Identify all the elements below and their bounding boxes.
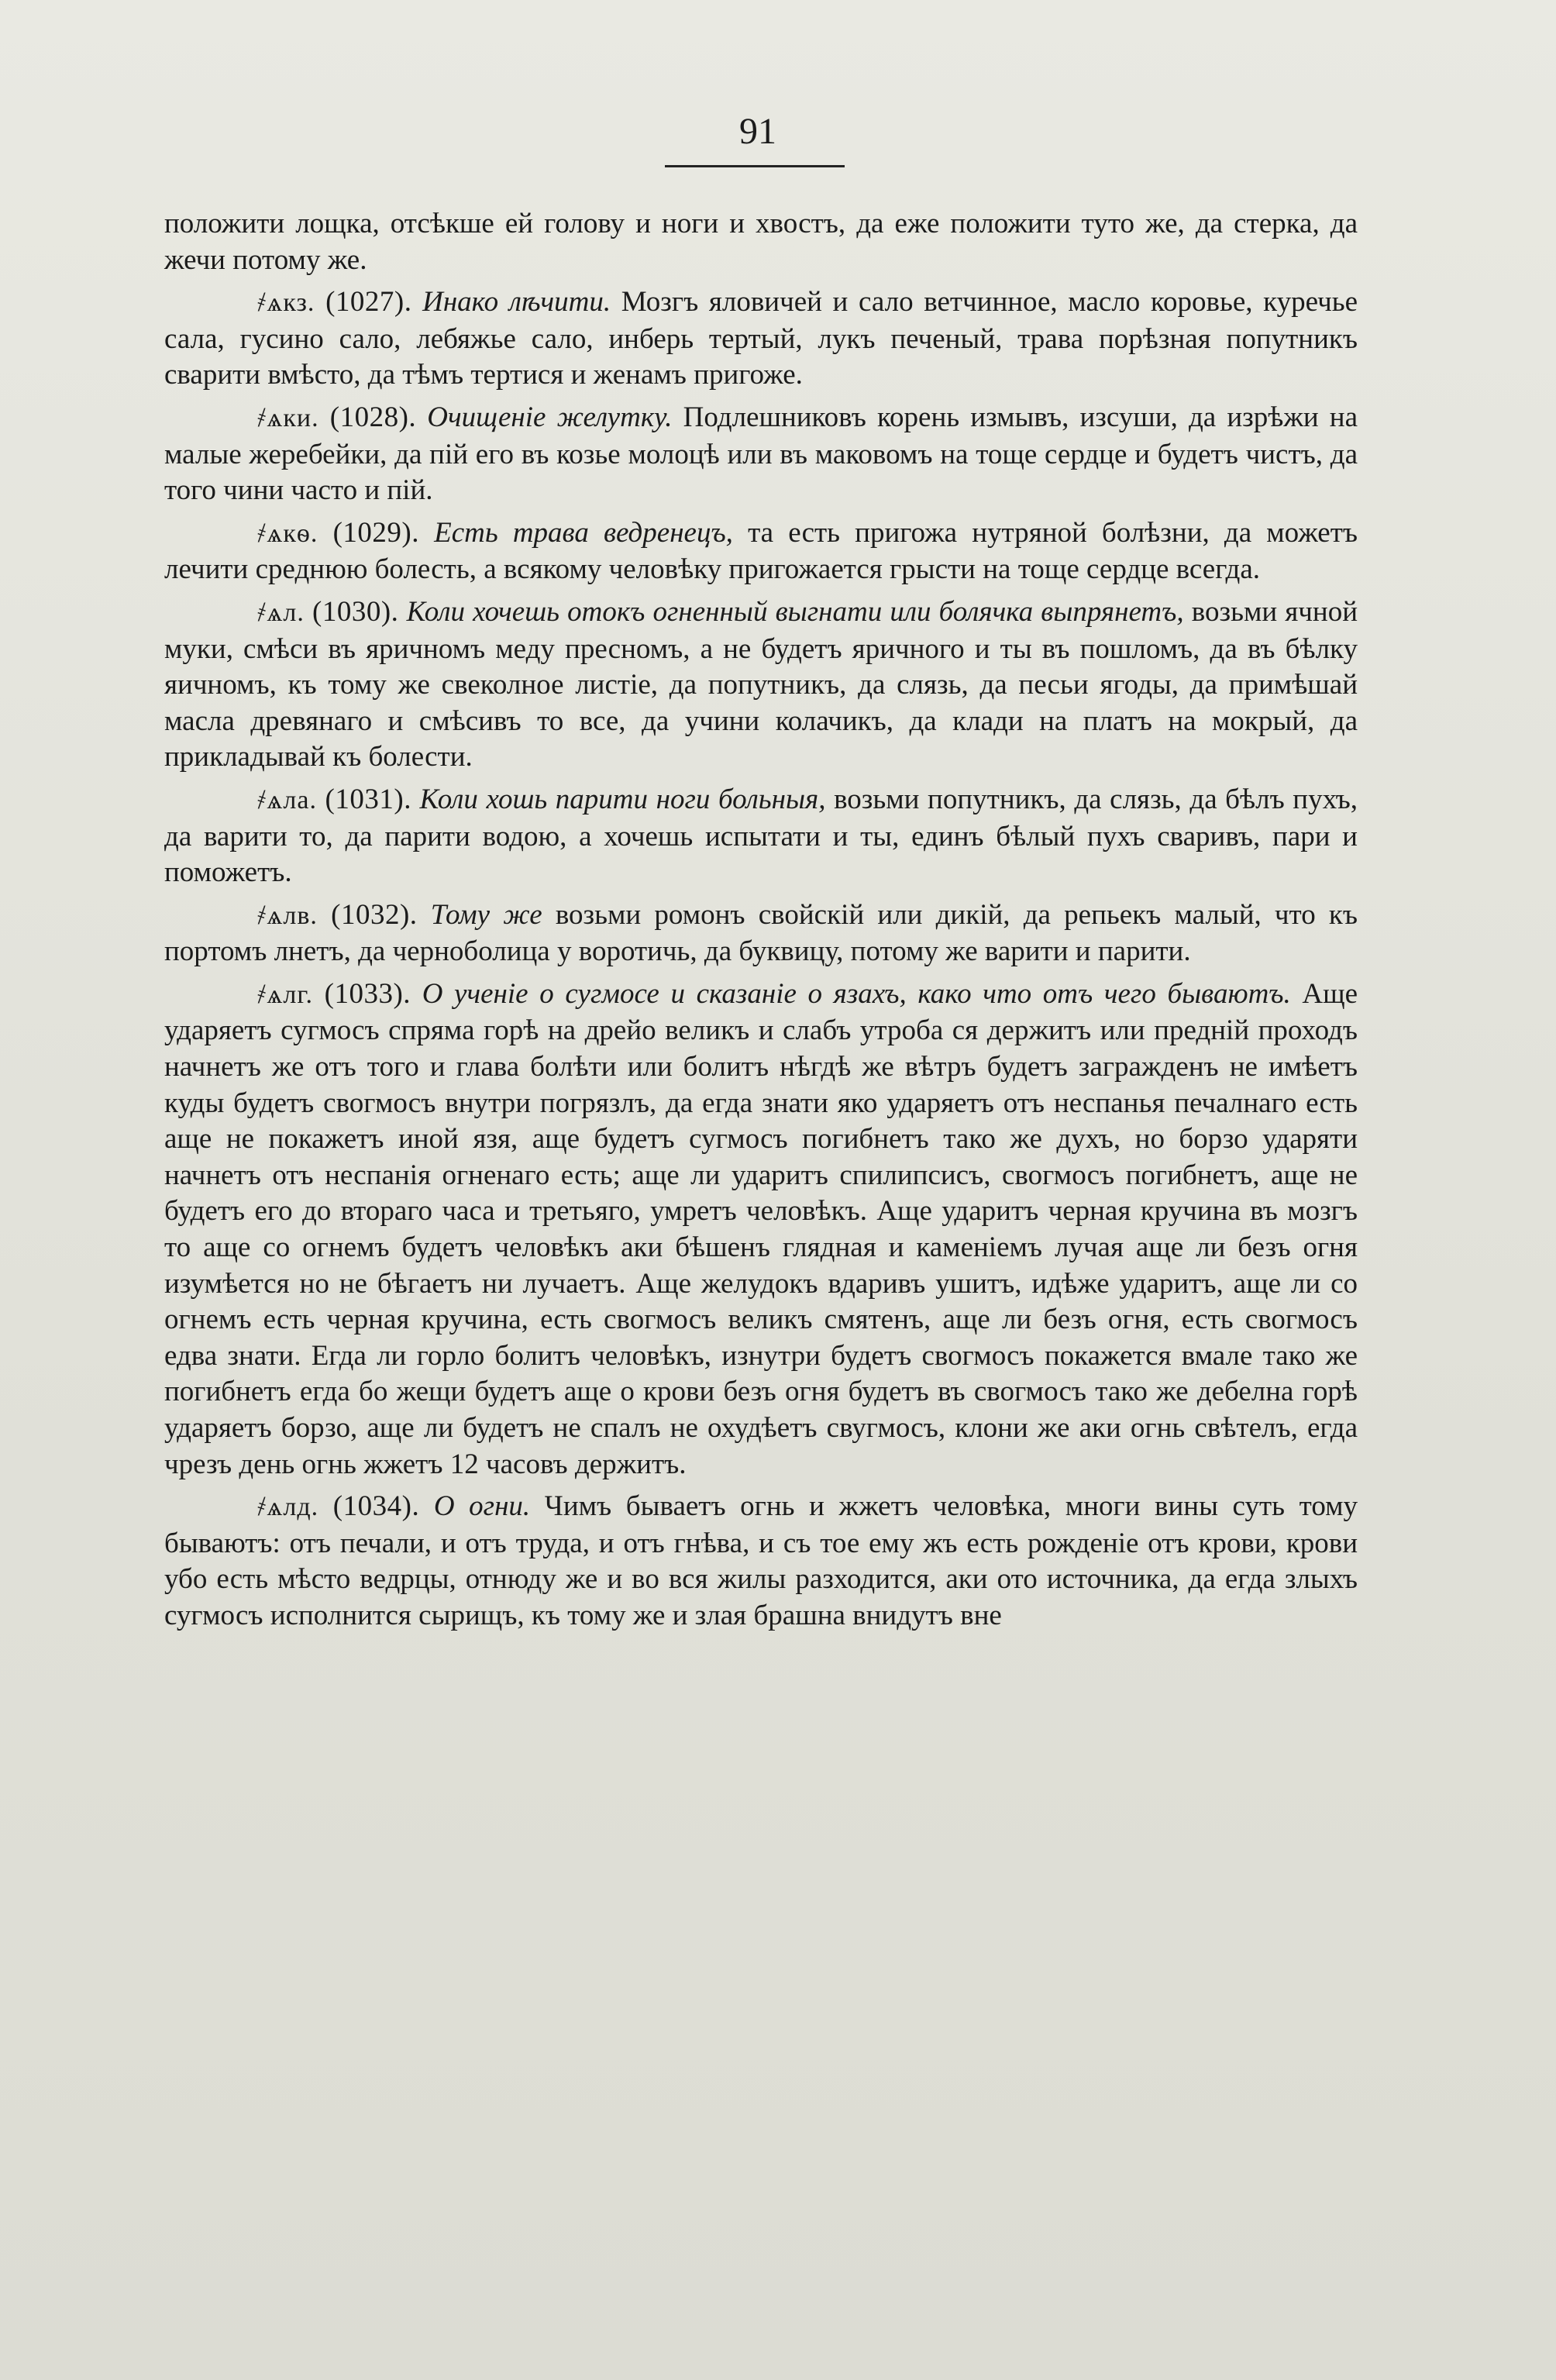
entry-reference: (1027). xyxy=(325,286,412,319)
entry-number: ҂ѧлг. xyxy=(257,980,313,1009)
body-text xyxy=(164,206,1358,1641)
entry-title: О огни. xyxy=(433,1490,531,1523)
entry-1033 xyxy=(164,976,1358,1483)
entry-1032 xyxy=(164,897,1358,970)
entry-text: Мозгъ яловичей и сало ветчинное, масло коровье, куречье сала, гусино сало, лебяжье сало, инберь тертый, лукъ печеный, трава порѣзная попутникъ сварити вмѣсто, да тѣмъ тертися и женамъ пригоже. xyxy=(164,286,1358,391)
entry-text: возьми попутникъ, да слязь, да бѣлъ пухъ, да варити то, да парити водою, а хочешь испытати и ты, единъ бѣлый пухъ сваривъ, пари и поможетъ. xyxy=(164,783,1358,889)
entry-number: ҂ѧлв. xyxy=(257,901,318,930)
entry-title: Есть трава ведренецъ, xyxy=(434,516,733,549)
entry-number: ҂ѧла. xyxy=(257,785,317,815)
entry-text: Чимъ бываетъ огнь и жжетъ человѣка, многи вины суть тому бываютъ: отъ печали, и отъ труда, и отъ гнѣва, и съ тое ему жъ есть рожденіе отъ крови, крови убо есть мѣсто ведрцы, отнюду же и во вся жилы разходится, аки ото источника, да егда злыхъ сугмосъ исполнится сырищъ, къ тому же и злая брашна внидутъ вне xyxy=(164,1490,1358,1631)
entry-1031 xyxy=(164,782,1358,891)
entry-title: Инако лѣчити. xyxy=(422,286,611,319)
entry-1029 xyxy=(164,515,1358,588)
entry-number: ҂ѧки. xyxy=(257,403,319,432)
entry-title: О ученіе о сугмосе и сказаніе о язахъ, како что отъ чего бываютъ. xyxy=(422,977,1291,1010)
entry-text: возьми ромонъ свойскій или дикій, да репьекъ малый, что къ портомъ лнетъ, да черноболица у воротичь, да буквицу, потому же варити и парити. xyxy=(164,898,1358,968)
continued-paragraph: положити лощка, отсѣкше ей голову и ноги и хвостъ, да еже положити туто же, да стерка, да жечи потому же. xyxy=(164,208,1358,276)
entry-text: Аще ударяетъ сугмосъ спряма горѣ на дрейо великъ и слабъ утроба ся держитъ или предній проходъ начнетъ же отъ того и глава болѣти или болитъ нѣгдѣ же вѣтръ будетъ загражденъ не имѣетъ куды будетъ свогмосъ внутри погрязлъ, да егда знати яко ударяетъ отъ неспанья печалнаго есть аще не покажетъ иной язя, аще будетъ сугмосъ погибнетъ тако же духъ, но борзо ударяти начнетъ отъ неспанія огненаго есть; аще ли ударитъ спилипсисъ, свогмосъ погибнетъ, аще не будетъ его до втораго часа и третьяго, умретъ человѣкъ. Аще ударитъ черная кручина въ мозгъ то аще со огнемъ будетъ человѣкъ аки бѣшенъ глядная и каменіемъ лучая аще ли безъ огня изумѣется но не бѣгаетъ ни лучаетъ. Аще желудокъ вдаривъ ушитъ, идѣже ударитъ, аще ли со огнемъ есть черная кручина, есть свогмосъ великъ смятенъ, аще ли безъ огня, есть свогмосъ едва знати. Егда ли горло болитъ человѣкъ, изнутри будетъ свогмосъ покажется вмале тако же погибнетъ егда бо жещи будетъ аще о крови безъ огня будетъ въ свогмосъ тако же дебелна горѣ ударяетъ борзо, аще ли будетъ не спалъ не охудѣетъ свугмосъ, клони же аки огнь свѣтелъ, егда чрезъ день огнь жжетъ 12 часовъ держитъ. xyxy=(164,977,1358,1480)
entry-reference: (1032). xyxy=(331,898,418,931)
entry-number: ҂ѧкѳ. xyxy=(257,518,318,548)
entry-number: ҂ѧл. xyxy=(257,598,305,627)
entry-text: возьми ячной муки, смѣси въ яричномъ меду пресномъ, а не будетъ яричного и ты въ пошломъ, да въ бѣлку яичномъ, къ тому же свеколное листіе, да попутникъ, да слязь, да песьи ягоды, да примѣшай масла древянаго и смѣсивъ то все, да учини колачикъ, да клади на платъ на мокрый, да прикладывай къ болести. xyxy=(164,595,1358,773)
entry-title: Коли хочешь отокъ огненный выгнати или болячка выпрянетъ, xyxy=(406,595,1184,628)
entry-1030 xyxy=(164,594,1358,776)
entry-reference: (1028). xyxy=(329,401,417,433)
entry-reference: (1030). xyxy=(312,595,399,628)
entry-title: Коли хошь парити ноги больныя, xyxy=(419,783,826,815)
entry-1028 xyxy=(164,400,1358,509)
entry-number: ҂ѧлд. xyxy=(257,1493,319,1522)
entry-text: та есть пригожа нутряной болѣзни, да можетъ лечити среднюю болесть, а всякому человѣку пригожается грысти на тоще сердце всегда. xyxy=(164,516,1358,586)
page-number: 91 xyxy=(739,111,776,152)
entry-reference: (1029). xyxy=(332,516,419,549)
entry-1027 xyxy=(164,284,1358,394)
entry-reference: (1033). xyxy=(324,977,411,1010)
entry-title: Тому же xyxy=(430,898,542,931)
entry-reference: (1034). xyxy=(332,1490,420,1523)
entry-number: ҂ѧкз. xyxy=(257,288,315,318)
entry-reference: (1031). xyxy=(325,783,411,815)
page-number-rule xyxy=(665,165,845,167)
entry-title: Очищеніе желутку. xyxy=(427,401,673,433)
entry-text: Подлешниковъ корень измывъ, изсуши, да изрѣжи на малые жеребейки, да пій его въ козье молоцѣ или въ маковомъ на тоще сердце и будетъ чистъ, да того чини часто и пій. xyxy=(164,401,1358,507)
entry-1034 xyxy=(164,1489,1358,1634)
